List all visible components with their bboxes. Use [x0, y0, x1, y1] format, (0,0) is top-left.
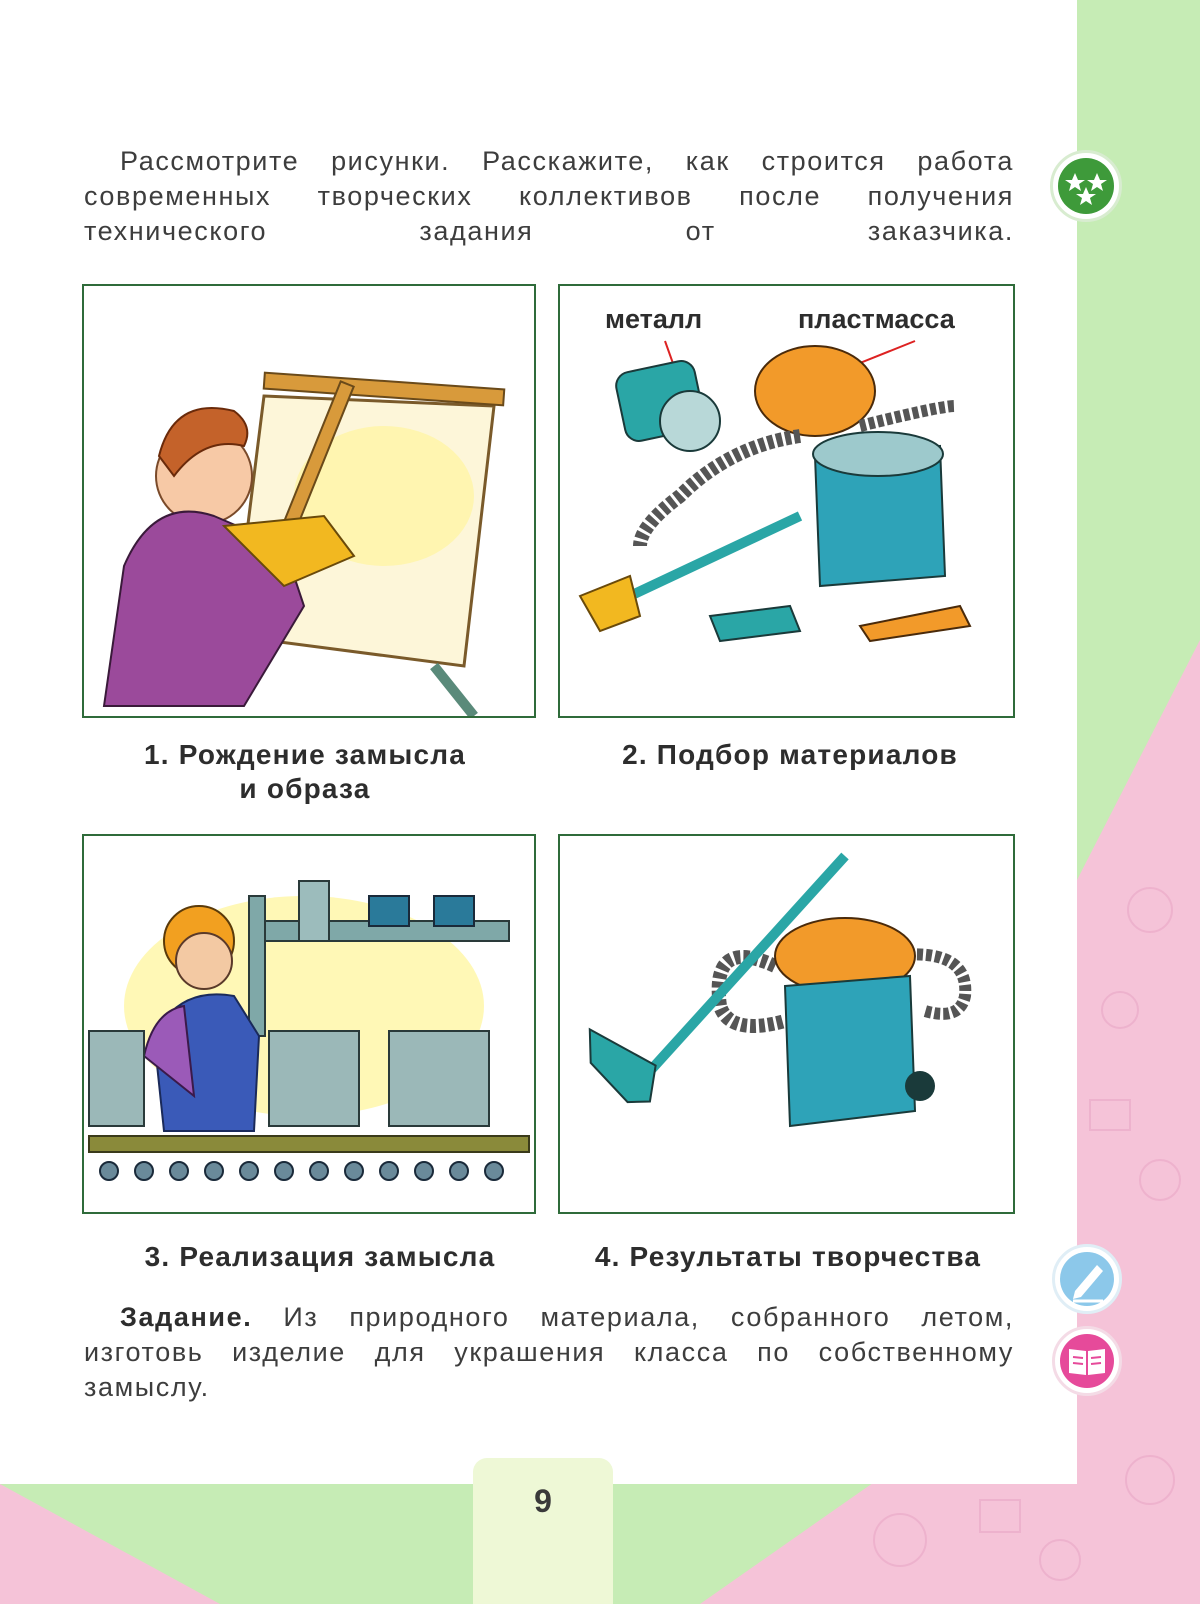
panel-1-caption [110, 738, 500, 806]
panel-2-caption [590, 738, 990, 772]
label-plastic: пластмасса [798, 304, 955, 334]
pencil-icon [1052, 1244, 1122, 1314]
intro-text: Рассмотрите рисунки. Расскажите, как строится работа современных творческих коллективов после получения технического задания от заказчика. [84, 146, 1014, 246]
panel-1-caption-line2: и образа [239, 773, 371, 804]
task-paragraph [84, 1300, 1014, 1405]
factory-illustration [84, 836, 534, 1212]
book-icon [1052, 1326, 1122, 1396]
panel-2-caption-line1: 2. Подбор материалов [622, 739, 958, 770]
panel-3-caption-line1: 3. Реализация замысла [144, 1241, 496, 1272]
stars-icon [1050, 150, 1122, 222]
label-metal: металл [605, 304, 703, 334]
panel-1-caption-line1: 1. Рождение замысла [144, 739, 466, 770]
vacuum-parts-illustration [560, 286, 1013, 716]
intro-paragraph [84, 144, 1014, 249]
task-label: Задание. [120, 1302, 253, 1332]
panel-4-caption [568, 1240, 1008, 1274]
task-text: Из природного материала, собранного летом, изготовь изделие для украшения класса по собственному замыслу. [84, 1302, 1014, 1402]
panel-1-illustration [82, 284, 536, 718]
vacuum-cleaner-illustration [560, 836, 1013, 1212]
panel-3-caption [100, 1240, 540, 1274]
page-number: 9 [473, 1458, 613, 1604]
panel-4-caption-line1: 4. Результаты творчества [594, 1241, 982, 1272]
drafting-illustration [84, 286, 534, 716]
panel-4-illustration [558, 834, 1015, 1214]
panel-3-illustration [82, 834, 536, 1214]
panel-2-illustration [558, 284, 1015, 718]
